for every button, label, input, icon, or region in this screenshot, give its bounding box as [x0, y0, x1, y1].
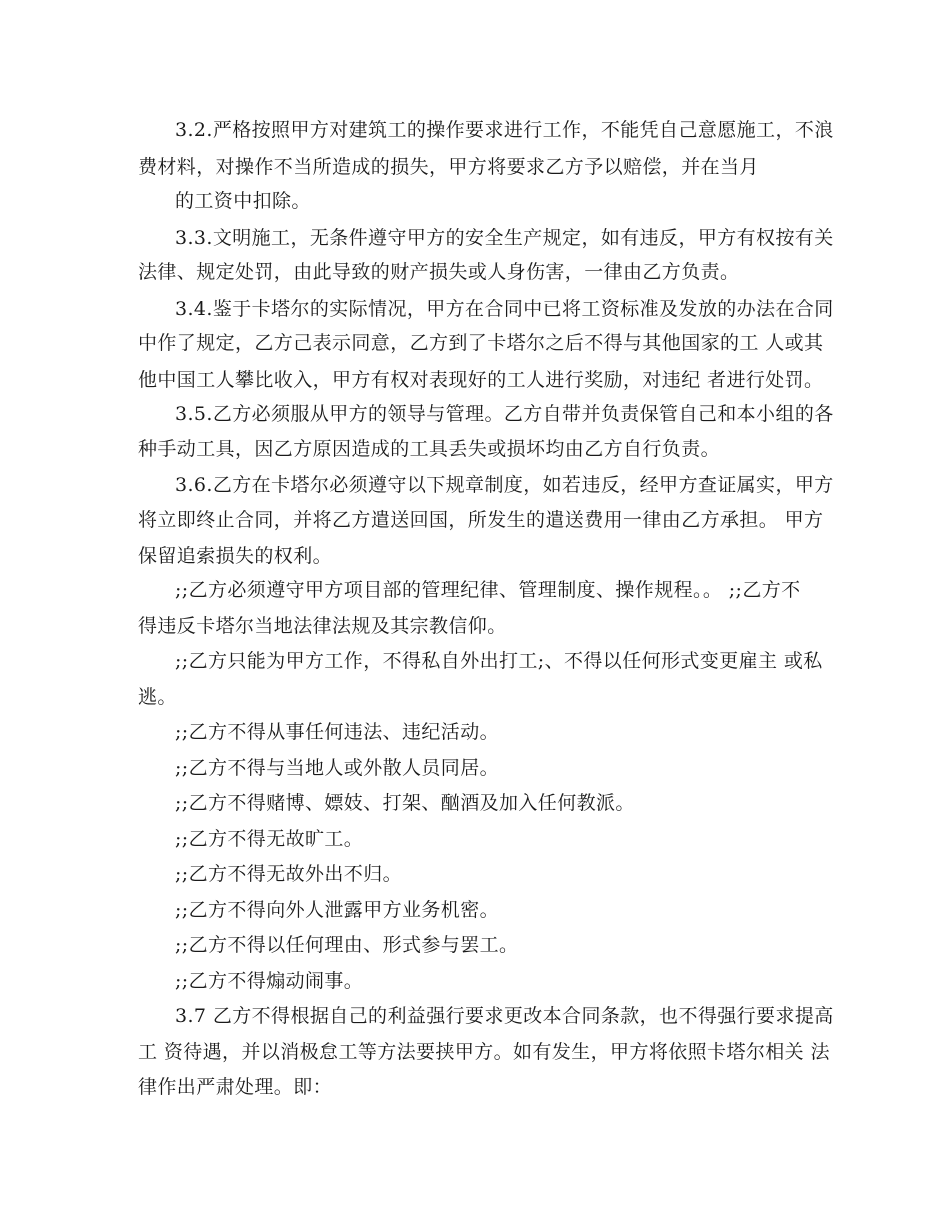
list-item: ;;乙方不得煽动闹事。: [175, 970, 364, 992]
list-item: ;;乙方不得与当地人或外散人员同居。: [175, 757, 500, 779]
paragraph-line: ;;乙方必须遵守甲方项目部的管理纪律、管理制度、操作规程。。 ;;乙方不: [175, 579, 801, 601]
paragraph-line: 逃。: [138, 686, 177, 708]
list-item: ;;乙方不得赌博、嫖妓、打架、酗酒及加入任何教派。: [175, 792, 635, 814]
paragraph-line: 3.3.文明施工，无条件遵守甲方的安全生产规定，如有违反，甲方有权按有关: [175, 227, 834, 249]
paragraph-line: 保留追索损失的权利。: [138, 545, 333, 567]
paragraph-line: 3.6.乙方在卡塔尔必须遵守以下规章制度，如若违反，经甲方查证属实，甲方: [175, 474, 834, 496]
paragraph-line: 3.2.严格按照甲方对建筑工的操作要求进行工作，不能凭自己意愿施工，不浪: [175, 119, 834, 141]
list-item: ;;乙方不得无故旷工。: [175, 828, 364, 850]
list-item: ;;乙方不得向外人泄露甲方业务机密。: [175, 899, 500, 921]
paragraph-line: 律作出严肃处理。即：: [138, 1076, 333, 1098]
paragraph-line: 中作了规定，乙方己表示同意，乙方到了卡塔尔之后不得与其他国家的工 人或其: [138, 332, 824, 354]
paragraph-line: 将立即终止合同，并将乙方遣送回国，所发生的遣送费用一律由乙方承担。 甲方: [138, 509, 824, 531]
paragraph-line: ;;乙方只能为甲方工作，不得私自外出打工;、不得以任何形式变更雇主 或私: [175, 650, 823, 672]
list-item: ;;乙方不得无故外出不归。: [175, 863, 403, 885]
paragraph-line: 种手动工具，因乙方原因造成的工具丢失或损坏均由乙方自行负责。: [138, 438, 721, 460]
paragraph-line: 得违反卡塔尔当地法律法规及其宗教信仰。: [138, 615, 507, 637]
paragraph-line: 费材料，对操作不当所造成的损失，甲方将要求乙方予以赔偿，并在当月: [138, 156, 759, 178]
paragraph-line: 3.5.乙方必须服从甲方的领导与管理。乙方自带并负责保管自己和本小组的各: [175, 403, 834, 425]
paragraph-line: 3.7 乙方不得根据自己的利益强行要求更改本合同条款，也不得强行要求提高: [175, 1005, 834, 1027]
paragraph-line: 工 资待遇，并以消极怠工等方法要挟甲方。如有发生，甲方将依照卡塔尔相关 法: [138, 1041, 830, 1063]
paragraph-line: 法律、规定处罚，由此导致的财产损失或人身伤害，一律由乙方负责。: [138, 261, 740, 283]
paragraph-line: 3.4.鉴于卡塔尔的实际情况，甲方在合同中已将工资标准及发放的办法在合同: [175, 298, 834, 320]
list-item: ;;乙方不得以任何理由、形式参与罢工。: [175, 934, 519, 956]
paragraph-line: 他中国工人攀比收入，甲方有权对表现好的工人进行奖励，对违纪 者进行处罚。: [138, 369, 824, 391]
list-item: ;;乙方不得从事任何违法、违纪活动。: [175, 721, 500, 743]
paragraph-line: 的工资中扣除。: [175, 190, 311, 212]
